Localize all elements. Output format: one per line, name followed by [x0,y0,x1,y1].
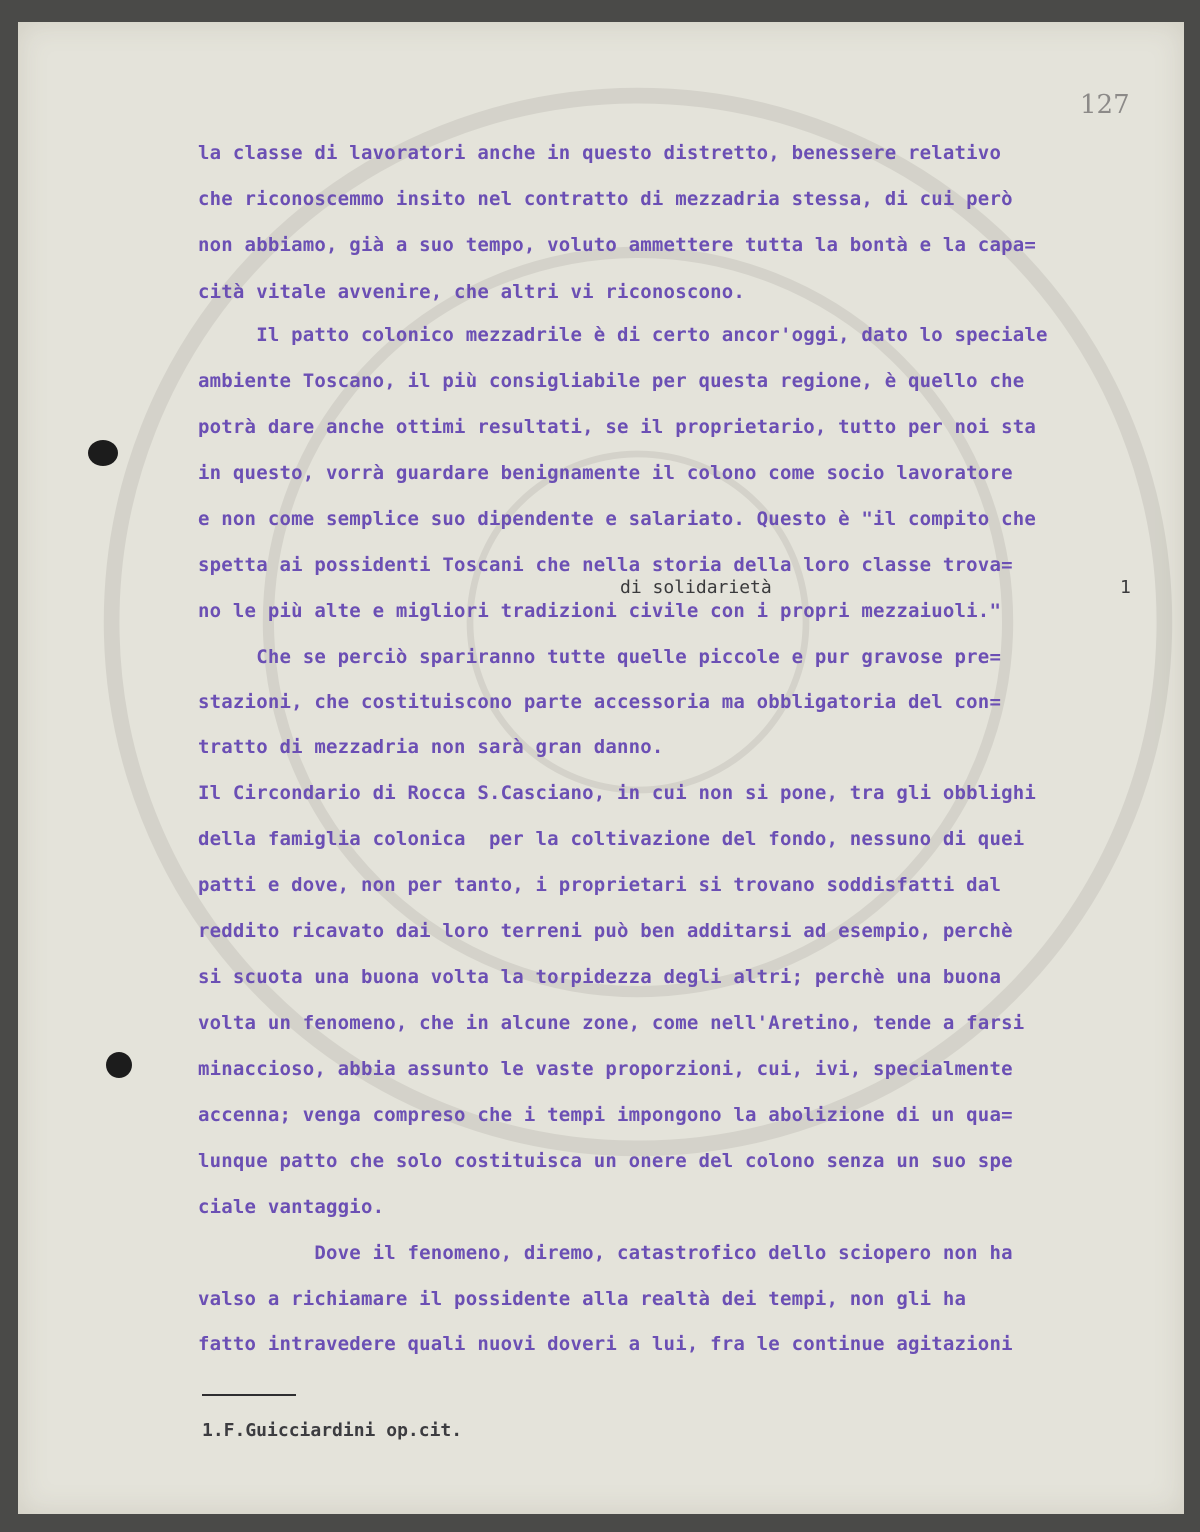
footnote-separator [202,1394,296,1396]
page-number: 127 [1080,90,1130,120]
text-line: patti e dove, non per tanto, i proprietari si trovano soddisfatti dal [198,874,1002,896]
text-line: fatto intravedere quali nuovi doveri a lui, fra le continue agitazioni [198,1333,1013,1355]
punch-hole [106,1052,132,1078]
text-line: ambiente Toscano, il più consigliabile per questa regione, è quello che [198,370,1025,392]
text-line: no le più alte e migliori tradizioni civile con i propri mezzaiuoli." [198,600,1002,622]
text-line: Il patto colonico mezzadrile è di certo ancor'oggi, dato lo speciale [198,324,1048,346]
punch-hole [88,440,118,466]
text-line: che riconoscemmo insito nel contratto di mezzadria stessa, di cui però [198,188,1013,210]
text-line: accenna; venga compreso che i tempi impongono la abolizione di un qua= [198,1104,1013,1126]
text-line: ciale vantaggio. [198,1196,385,1218]
text-line: volta un fenomeno, che in alcune zone, come nell'Aretino, tende a farsi [198,1012,1025,1034]
text-line: tratto di mezzadria non sarà gran danno. [198,736,664,758]
text-line: Che se perciò spariranno tutte quelle piccole e pur gravose pre= [198,646,1002,668]
text-line: potrà dare anche ottimi resultati, se il proprietario, tutto per noi sta [198,416,1037,438]
text-line: si scuota una buona volta la torpidezza degli altri; perchè una buona [198,966,1002,988]
text-line: non abbiamo, già a suo tempo, voluto ammettere tutta la bontà e la capa= [198,234,1037,256]
interlinear-insertion: di solidarietà [620,577,772,598]
text-line: stazioni, che costituiscono parte accessoria ma obbligatoria del con= [198,691,1002,713]
text-line: e non come semplice suo dipendente e salariato. Questo è "il compito che [198,508,1037,530]
text-line: la classe di lavoratori anche in questo distretto, benessere relativo [198,142,1002,164]
text-line: spetta ai possidenti Toscani che nella storia della loro classe trova= [198,554,1013,576]
text-line: in questo, vorrà guardare benignamente il colono come socio lavoratore [198,462,1013,484]
text-line: Dove il fenomeno, diremo, catastrofico dello sciopero non ha [198,1242,1013,1264]
text-line: cità vitale avvenire, che altri vi riconoscono. [198,281,746,303]
text-line: lunque patto che solo costituisca un onere del colono senza un suo spe [198,1150,1013,1172]
text-line: della famiglia colonica per la coltivazione del fondo, nessuno di quei [198,828,1025,850]
text-line: minaccioso, abbia assunto le vaste proporzioni, cui, ivi, specialmente [198,1058,1013,1080]
text-line: Il Circondario di Rocca S.Casciano, in cui non si pone, tra gli obblighi [198,782,1037,804]
footnote-marker: 1 [1120,577,1131,598]
text-line: reddito ricavato dai loro terreni può ben additarsi ad esempio, perchè [198,920,1013,942]
text-line: valso a richiamare il possidente alla realtà dei tempi, non gli ha [198,1288,967,1310]
footnote: 1.F.Guicciardini op.cit. [202,1420,463,1441]
